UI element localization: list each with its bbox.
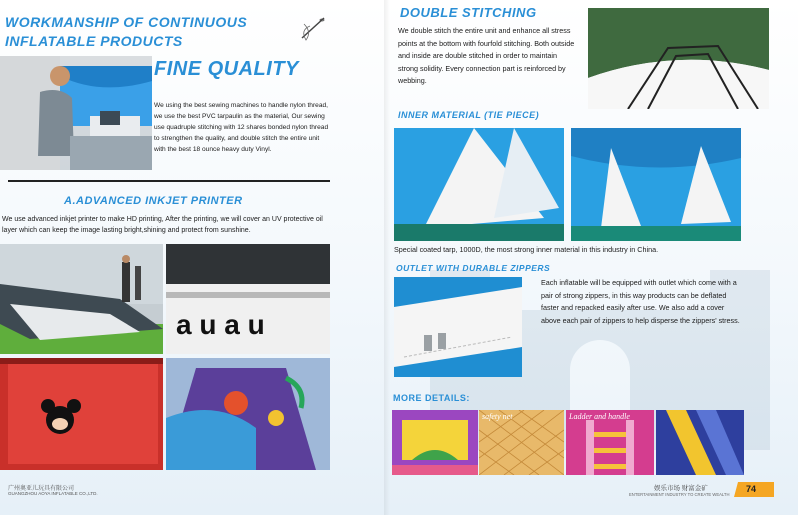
inkjet-text: We use advanced inkjet printer to make HD printing, After the printing, we will cover an UV protective oil layer which can keep the image lasting bright,shining and protect from sunshine.: [2, 216, 323, 234]
detail-label-safety-net: safety net: [482, 412, 513, 421]
detail-thumb-slide: [656, 410, 744, 475]
inner-material-photo-2: [571, 128, 741, 241]
inner-material-text: Special coated tarp, 1000D, the most strong inner material in this industry in China.: [394, 245, 659, 254]
header-title-line2: INFLATABLE PRODUCTS: [5, 33, 183, 49]
printer-photo: [0, 244, 163, 354]
stitching-photo: [588, 8, 769, 109]
footer-slogan-cn: 娱乐市场 财富金矿: [654, 485, 708, 492]
inner-material-photo-1: [394, 128, 564, 241]
outlet-title: OUTLET WITH DURABLE ZIPPERS: [396, 263, 551, 273]
detail-thumb-safety-net: [479, 410, 564, 475]
needle-thread-icon: [298, 14, 328, 42]
inkjet-title: A.ADVANCED INKJET PRINTER: [64, 195, 243, 207]
page-number: 74: [746, 484, 757, 494]
section-divider: [8, 180, 330, 182]
footer-company-cn: 广州奥亚儿玩具有限公司: [8, 486, 75, 492]
detail-thumb-inflatable: [392, 410, 478, 475]
svg-text:a u a u: a u a u: [176, 309, 265, 340]
print-roll-photo: [166, 244, 330, 354]
page-fold: [384, 0, 390, 515]
detail-label-ladder: Ladder and handle: [569, 412, 630, 421]
double-stitching-text: We double stitch the entire unit and enhance all stress points at the bottom with fourfold stitching. Both outside and inside are double stitched in order to maintain strong solidity. Every connection part is reinforced by webbing.: [398, 26, 575, 85]
more-details-title: MORE DETAILS:: [393, 393, 470, 403]
detail-thumb-ladder: [566, 410, 654, 475]
double-stitching-title: DOUBLE STITCHING: [400, 5, 537, 20]
zipper-photo: [394, 277, 522, 377]
fine-quality-title: FINE QUALITY: [154, 58, 299, 80]
outlet-text: Each inflatable will be equipped with outlet which come with a pair of strong zippers, in this way products can be deflated faster and repacked easily after use. We also add a cover above each pair of zippers to help disperse the zippers' stress.: [541, 278, 740, 325]
sewing-photo: [0, 56, 152, 170]
underwater-slide-photo: [166, 358, 330, 470]
header-title-line1: WORKMANSHIP OF CONTINUOUS: [5, 14, 248, 30]
footer-slogan-en: ENTERTAINMENT INDUSTRY TO CREATE WEALTH: [629, 492, 730, 497]
fine-quality-text: We using the best sewing machines to handle nylon thread, we use the best PVC tarpaulin as the material, Our sewing use quadruple stitching with 12 shares bonded nylon thread to strengthen the quality, and double stitch the entire unit with the best 18 ounce heavy duty Vinyl.: [154, 102, 329, 153]
footer-company-en: GUANGZHOU AOYA INFLATABLE CO.,LTD.: [8, 491, 98, 496]
inner-material-title: INNER MATERIAL (TIE PIECE): [398, 110, 540, 120]
printed-mat-photo: [0, 358, 163, 470]
